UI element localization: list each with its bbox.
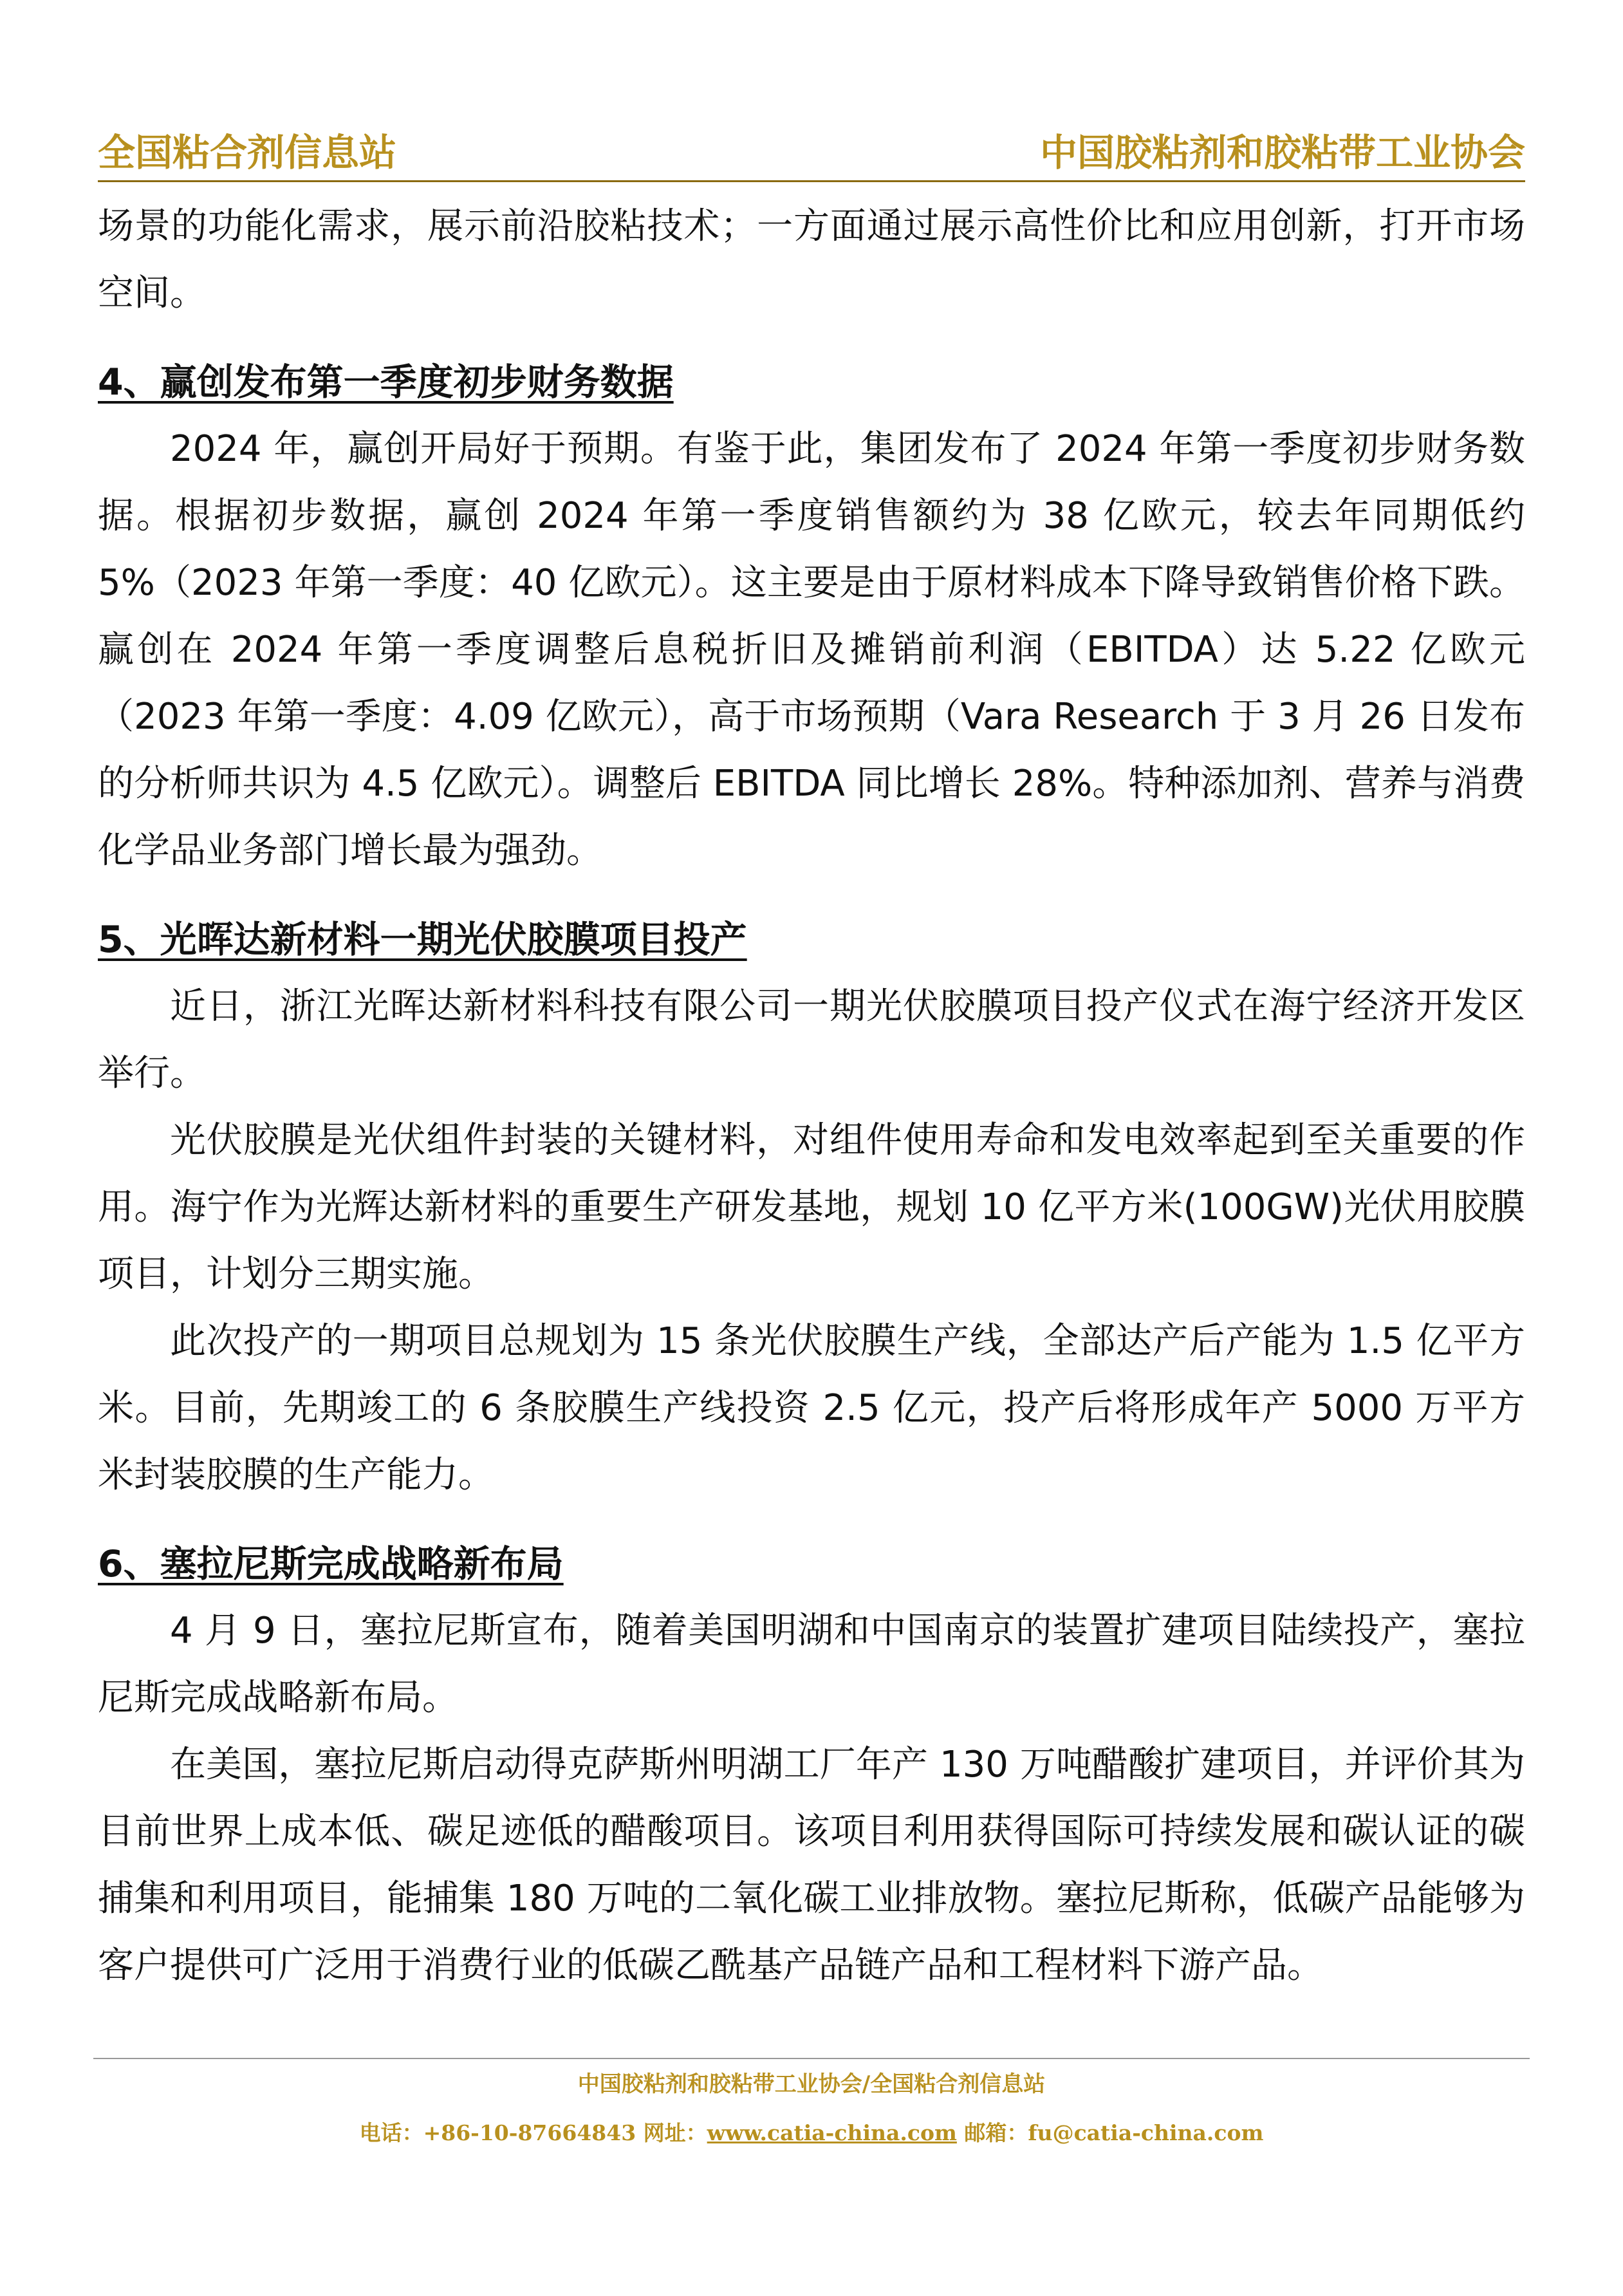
header-association-name: 中国胶粘剂和胶粘带工业协会	[1039, 131, 1525, 174]
footer-organization: 中国胶粘剂和胶粘带工业协会/全国粘合剂信息站	[577, 2071, 1046, 2097]
footer-website-link[interactable]: www.catia-china.com	[707, 2120, 957, 2145]
intro-paragraph: 场景的功能化需求，展示前沿胶粘技术；一方面通过展示高性价比和应用创新，打开市场空间。	[98, 205, 1525, 314]
footer-contact	[0, 2116, 1623, 2147]
section-title: 6、塞拉尼斯完成战略新布局	[98, 1543, 564, 1585]
section-title: 4、赢创发布第一季度初步财务数据	[98, 361, 674, 404]
section-paragraph: 光伏胶膜是光伏组件封装的关键材料，对组件使用寿命和发电效率起到至关重要的作用。海宁作为光辉达新材料的重要生产研发基地，规划 10 亿平方米(100GW)光伏用胶膜项目，计划分三期实施。	[98, 1119, 1525, 1295]
page-header	[98, 103, 1525, 182]
article-body	[98, 193, 1525, 1999]
section-paragraph: 此次投产的一期项目总规划为 15 条光伏胶膜生产线，全部达产后产能为 1.5 亿平方米。目前，先期竣工的 6 条胶膜生产线投资 2.5 亿元，投产后将形成年产 5000 万平方米封装胶膜的生产能力。	[98, 1320, 1525, 1496]
section-celanese	[98, 1531, 1525, 1999]
section-paragraph: 近日，浙江光晖达新材料科技有限公司一期光伏胶膜项目投产仪式在海宁经济开发区举行。	[98, 985, 1525, 1094]
header-site-name: 全国粘合剂信息站	[98, 131, 397, 174]
footer-email: 邮箱：fu@catia-china.com	[956, 2120, 1264, 2145]
footer-divider	[93, 2058, 1530, 2059]
footer-phone: 电话：+86-10-87664843 网址：	[359, 2120, 707, 2145]
section-paragraph: 2024 年，赢创开局好于预期。有鉴于此，集团发布了 2024 年第一季度初步财务数据。根据初步数据，赢创 2024 年第一季度销售额约为 38 亿欧元，较去年同期低约5%（2023 年第一季度：40 亿欧元）。这主要是由于原材料成本下降导致销售价格下跌。赢创在 2024 年第一季度调整后息税折旧及摊销前利润（EBITDA）达 5.22 亿欧元（2023 年第一季度：4.09 亿欧元），高于市场预期（Vara Research 于 3 月 26 日发布的分析师共识为 4.5 亿欧元）。调整后 EBITDA 同比增长 28%。特种添加剂、营养与消费化学品业务部门增长最为强劲。	[98, 428, 1526, 872]
section-paragraph: 4 月 9 日，塞拉尼斯宣布，随着美国明湖和中国南京的装置扩建项目陆续投产，塞拉尼斯完成战略新布局。	[98, 1610, 1525, 1719]
section-guanghuida	[98, 906, 1525, 1509]
section-paragraph: 在美国，塞拉尼斯启动得克萨斯州明湖工厂年产 130 万吨醋酸扩建项目，并评价其为目前世界上成本低、碳足迹低的醋酸项目。该项目利用获得国际可持续发展和碳认证的碳捕集和利用项目，能捕集 180 万吨的二氧化碳工业排放物。塞拉尼斯称，低碳产品能够为客户提供可广泛用于消费行业的低碳乙酰基产品链产品和工程材料下游产品。	[98, 1744, 1525, 1986]
section-evonik	[98, 349, 1525, 884]
section-title: 5、光晖达新材料一期光伏胶膜项目投产	[98, 919, 747, 961]
